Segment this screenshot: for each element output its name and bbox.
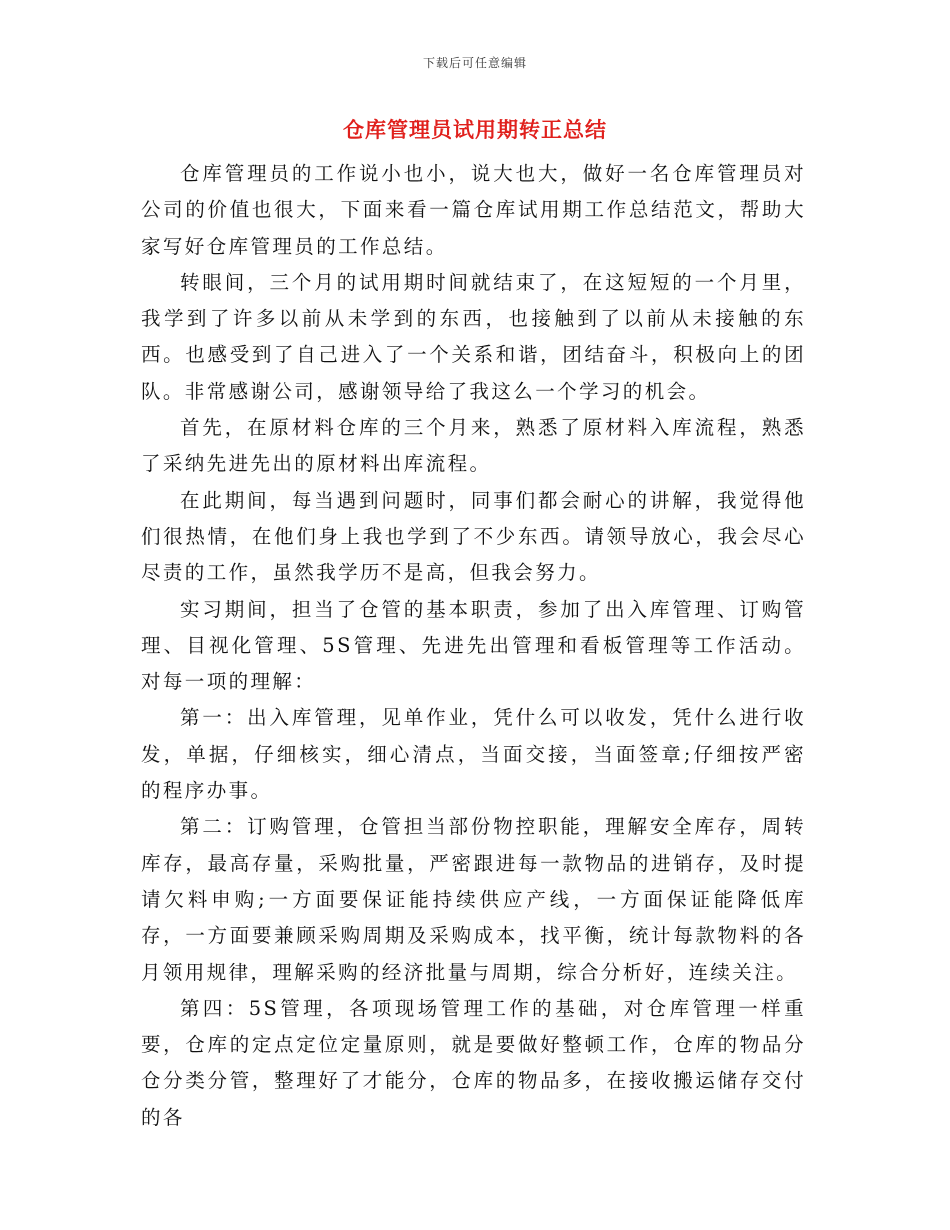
paragraph-second-ordering: 第二：订购管理，仓管担当部份物控职能，理解安全库存，周转库存，最高存量，采购批量，严密跟进每一款物品的进销存，及时提请欠料申购;一方面要保证能持续供应产线，一方面保证能降低库存，一方面要兼顾采购周期及采购成本，找平衡，统计每款物料的各月领用规律，理解采购的经济批量与周期，综合分析好，连续关注。 bbox=[141, 815, 806, 984]
paragraph-trial-period: 转眼间，三个月的试用期时间就结束了，在这短短的一个月里，我学到了许多以前从未学到的东西，也接触到了以前从未接触的东西。也感受到了自己进入了一个关系和谐，团结奋斗，积极向上的团队。非常感谢公司，感谢领导给了我这么一个学习的机会。 bbox=[141, 270, 806, 403]
paragraph-duties: 实习期间，担当了仓管的基本职责，参加了出入库管理、订购管理、目视化管理、5S管理、先进先出管理和看板管理等工作活动。对每一项的理解： bbox=[141, 597, 806, 694]
paragraph-raw-materials: 首先，在原材料仓库的三个月来，熟悉了原材料入库流程，熟悉了采纳先进先出的原材料出库流程。 bbox=[141, 416, 806, 476]
paragraph-fourth-5s: 第四：5S管理，各项现场管理工作的基础，对仓库管理一样重要，仓库的定点定位定量原则，就是要做好整顿工作，仓库的物品分仓分类分管，整理好了才能分，仓库的物品多，在接收搬运储存交付的各 bbox=[141, 996, 806, 1129]
paragraph-first-inout: 第一：出入库管理，见单作业，凭什么可以收发，凭什么进行收发，单据，仔细核实，细心清点，当面交接，当面签章;仔细按严密的程序办事。 bbox=[141, 706, 806, 803]
header-note: 下载后可任意编辑 bbox=[422, 56, 527, 70]
document-body bbox=[141, 156, 806, 1136]
paragraph-intro: 仓库管理员的工作说小也小，说大也大，做好一名仓库管理员对公司的价值也很大，下面来看一篇仓库试用期工作总结范文，帮助大家写好仓库管理员的工作总结。 bbox=[141, 162, 806, 258]
document-title: 仓库管理员试用期转正总结 bbox=[343, 117, 607, 142]
paragraph-colleagues: 在此期间，每当遇到问题时，同事们都会耐心的讲解，我觉得他们很热情，在他们身上我也学到了不少东西。请领导放心，我会尽心尽责的工作，虽然我学历不是高，但我会努力。 bbox=[141, 488, 806, 585]
